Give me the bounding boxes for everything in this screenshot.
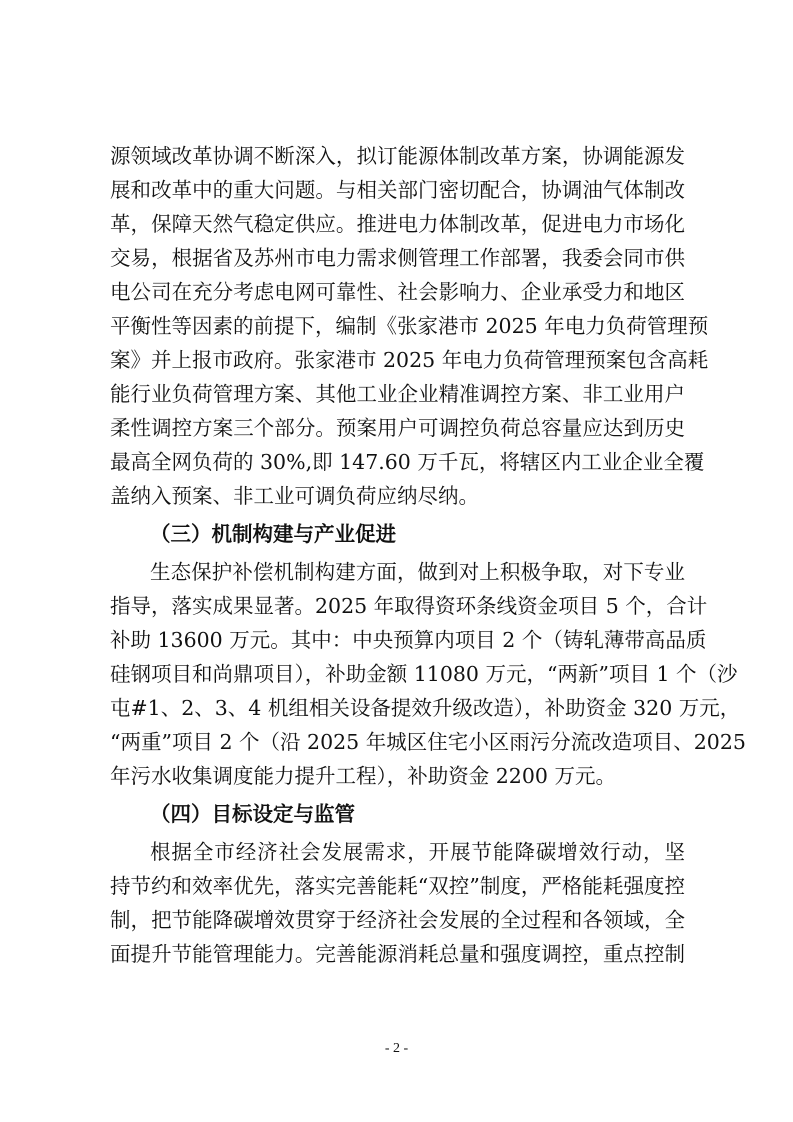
text-line: 电公司在充分考虑电网可靠性、社会影响力、企业承受力和地区 — [110, 280, 685, 304]
text-line: 硅钢项目和尚鼎项目），补助金额 11080 万元，“两新”项目 1 个（沙 — [110, 662, 738, 686]
text-line: 能行业负荷管理方案、其他工业企业精准调控方案、非工业用户 — [110, 382, 685, 406]
text-line: 年污水收集调度能力提升工程），补助资金 2200 万元。 — [110, 764, 616, 788]
section-heading-4: （四）目标设定与监管 — [150, 802, 355, 826]
text-line: 交易，根据省及苏州市电力需求侧管理工作部署，我委会同市供 — [110, 246, 685, 270]
text-line: 展和改革中的重大问题。与相关部门密切配合，协调油气体制改 — [110, 178, 685, 202]
text-line: 面提升节能管理能力。完善能源消耗总量和强度调控，重点控制 — [110, 942, 685, 966]
text-line: 源领域改革协调不断深入，拟订能源体制改革方案，协调能源发 — [110, 144, 685, 168]
text-line: 持节约和效率优先，落实完善能耗“双控”制度，严格能耗强度控 — [110, 874, 685, 898]
text-line: 补助 13600 万元。其中：中央预算内项目 2 个（铸轧薄带高品质 — [110, 628, 707, 652]
text-line: 革，保障天然气稳定供应。推进电力体制改革，促进电力市场化 — [110, 212, 685, 236]
text-line: 根据全市经济社会发展需求，开展节能降碳增效行动，坚 — [150, 840, 685, 864]
text-line: 制，把节能降碳增效贯穿于经济社会发展的全过程和各领域，全 — [110, 908, 685, 932]
section-heading-3: （三）机制构建与产业促进 — [150, 522, 396, 546]
text-line: 盖纳入预案、非工业可调负荷应纳尽纳。 — [110, 484, 479, 508]
text-line: “两重”项目 2 个（沿 2025 年城区住宅小区雨污分流改造项目、2025 — [110, 730, 746, 754]
text-line: 指导，落实成果显著。2025 年取得资环条线资金项目 5 个，合计 — [110, 594, 708, 618]
text-line: 屯#1、2、3、4 机组相关设备提效升级改造），补助资金 320 万元， — [110, 696, 741, 720]
text-line: 柔性调控方案三个部分。预案用户可调控负荷总容量应达到历史 — [110, 416, 685, 440]
text-line: 最高全网负荷的 30%,即 147.60 万千瓦，将辖区内工业企业全覆 — [110, 450, 705, 474]
page-number: - 2 - — [384, 1041, 409, 1056]
text-line: 平衡性等因素的前提下，编制《张家港市 2025 年电力负荷管理预 — [110, 314, 709, 338]
text-line: 案》并上报市政府。张家港市 2025 年电力负荷管理预案包含高耗 — [110, 348, 709, 372]
text-line: 生态保护补偿机制构建方面，做到对上积极争取，对下专业 — [150, 560, 685, 584]
